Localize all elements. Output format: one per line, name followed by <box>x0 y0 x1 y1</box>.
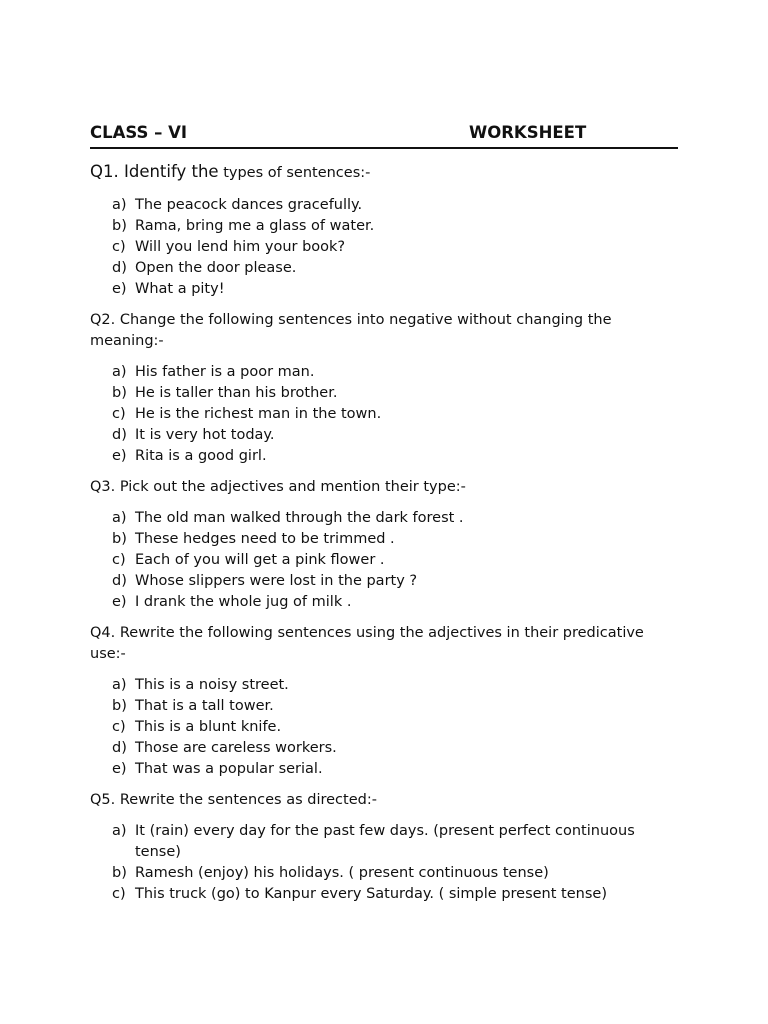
question-2-list <box>90 362 678 467</box>
item-text: It (rain) every day for the past few days. (present perfect continuous tense) <box>135 823 635 860</box>
list-item <box>90 362 678 383</box>
list-item <box>90 571 678 592</box>
item-marker: c) <box>112 886 126 902</box>
item-marker: d) <box>112 260 127 276</box>
list-item <box>90 425 678 446</box>
item-marker: b) <box>112 698 127 714</box>
question-4: Q4. Rewrite the following sentences using the adjectives in their predicative use:- <box>90 625 644 662</box>
question-3-list <box>90 508 678 613</box>
item-text: This is a blunt knife. <box>135 719 282 735</box>
item-marker: d) <box>112 427 127 443</box>
item-text: This truck (go) to Kanpur every Saturday. ( simple present tense) <box>135 886 607 902</box>
item-marker: a) <box>112 510 127 526</box>
list-item <box>90 550 678 571</box>
item-marker: c) <box>112 239 126 255</box>
list-item <box>90 237 678 258</box>
item-marker: a) <box>112 364 127 380</box>
question-1-list <box>90 195 678 300</box>
item-text: Will you lend him your book? <box>135 239 346 255</box>
list-item <box>90 508 678 529</box>
item-text: He is taller than his brother. <box>135 385 338 401</box>
question-2: Q2. Change the following sentences into negative without changing the meaning:- <box>90 312 612 349</box>
item-text: Open the door please. <box>135 260 297 276</box>
item-marker: b) <box>112 218 127 234</box>
item-marker: e) <box>112 281 127 297</box>
item-marker: a) <box>112 677 127 693</box>
item-marker: d) <box>112 573 127 589</box>
item-marker: a) <box>112 823 127 839</box>
list-item <box>90 216 678 237</box>
worksheet-title: WORKSHEET <box>469 123 587 142</box>
list-item <box>90 279 678 300</box>
list-item <box>90 863 678 884</box>
item-text: Each of you will get a pink flower . <box>135 552 385 568</box>
item-text: The peacock dances gracefully. <box>135 197 363 213</box>
item-text: Those are careless workers. <box>135 740 337 756</box>
list-item <box>90 696 678 717</box>
item-text: His father is a poor man. <box>135 364 315 380</box>
class-label: CLASS – VI <box>90 123 188 142</box>
worksheet-page <box>90 122 678 905</box>
item-marker: e) <box>112 448 127 464</box>
item-marker: b) <box>112 531 127 547</box>
list-item <box>90 404 678 425</box>
item-text: Rita is a good girl. <box>135 448 267 464</box>
item-marker: d) <box>112 740 127 756</box>
item-text: He is the richest man in the town. <box>135 406 382 422</box>
list-item <box>90 717 678 738</box>
item-text: These hedges need to be trimmed . <box>135 531 395 547</box>
item-text: What a pity! <box>135 281 225 297</box>
item-text: This is a noisy street. <box>135 677 289 693</box>
item-marker: e) <box>112 594 127 610</box>
list-item <box>90 383 678 404</box>
item-marker: c) <box>112 406 126 422</box>
list-item <box>90 529 678 550</box>
question-5-list <box>90 821 678 905</box>
question-5: Q5. Rewrite the sentences as directed:- <box>90 792 377 808</box>
item-marker: b) <box>112 865 127 881</box>
item-marker: c) <box>112 719 126 735</box>
question-4-list <box>90 675 678 780</box>
item-text: Whose slippers were lost in the party ? <box>135 573 418 589</box>
item-marker: a) <box>112 197 127 213</box>
question-1 <box>90 161 678 184</box>
question-1-prefix: Q1. Identify the <box>90 162 219 181</box>
item-text: Ramesh (enjoy) his holidays. ( present continuous tense) <box>135 865 549 881</box>
list-item <box>90 195 678 216</box>
item-text: I drank the whole jug of milk . <box>135 594 352 610</box>
list-item <box>90 759 678 780</box>
worksheet-header <box>90 122 678 149</box>
item-text: That was a popular serial. <box>135 761 323 777</box>
list-item <box>90 821 678 863</box>
question-1-text: types of sentences:- <box>218 165 371 181</box>
item-marker: e) <box>112 761 127 777</box>
item-marker: c) <box>112 552 126 568</box>
question-3: Q3. Pick out the adjectives and mention their type:- <box>90 479 466 495</box>
item-text: That is a tall tower. <box>135 698 274 714</box>
item-text: It is very hot today. <box>135 427 275 443</box>
item-marker: b) <box>112 385 127 401</box>
list-item <box>90 675 678 696</box>
list-item <box>90 884 678 905</box>
item-text: The old man walked through the dark forest . <box>135 510 464 526</box>
list-item <box>90 446 678 467</box>
list-item <box>90 738 678 759</box>
item-text: Rama, bring me a glass of water. <box>135 218 375 234</box>
list-item <box>90 592 678 613</box>
list-item <box>90 258 678 279</box>
